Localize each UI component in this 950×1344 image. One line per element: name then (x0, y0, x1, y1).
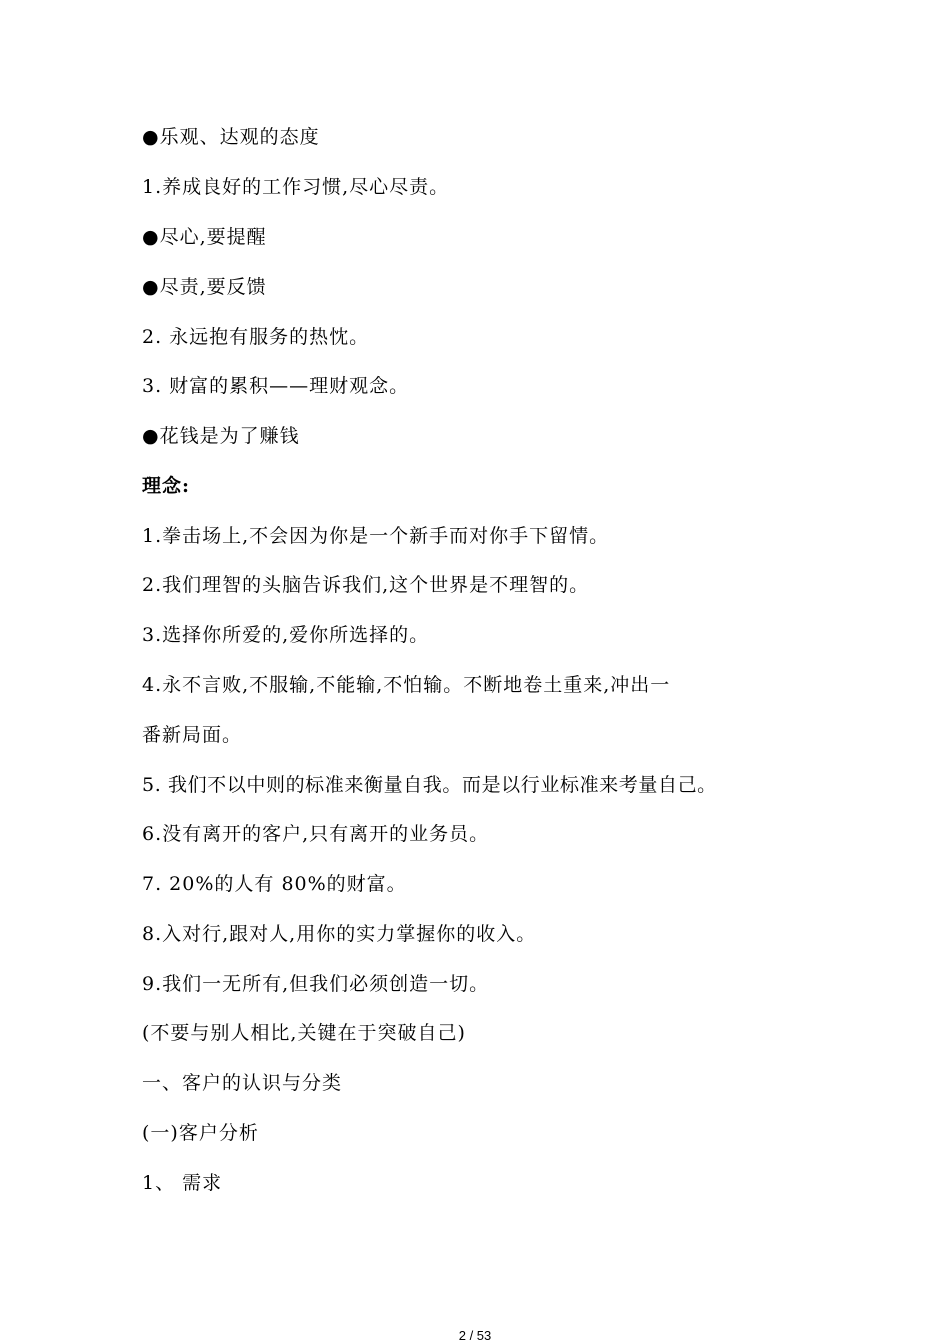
subsection-heading: (一)客户分析 (142, 1122, 259, 1144)
text-line: ●尽心,要提醒 (142, 226, 267, 248)
text-line: 2. 永远抱有服务的热忱。 (142, 326, 370, 348)
page-number: 2 / 53 (458, 1328, 492, 1343)
text-line: 1.拳击场上,不会因为你是一个新手而对你手下留情。 (142, 525, 610, 547)
text-line: 1、 需求 (142, 1172, 223, 1194)
section-heading: 理念: (142, 475, 191, 497)
text-line: 3. 财富的累积——理财观念。 (142, 375, 410, 397)
text-line: 6.没有离开的客户,只有离开的业务员。 (142, 823, 490, 845)
text-line: 7. 20%的人有 80%的财富。 (142, 873, 407, 895)
text-line: 9.我们一无所有,但我们必须创造一切。 (142, 973, 490, 995)
text-line: 1.养成良好的工作习惯,尽心尽责。 (142, 176, 450, 198)
text-line: 4.永不言败,不服输,不能输,不怕输。不断地卷土重来,冲出一 (142, 674, 671, 696)
text-line: ●花钱是为了赚钱 (142, 425, 300, 447)
text-line: ●乐观、达观的态度 (142, 126, 320, 148)
text-line: 5. 我们不以中则的标准来衡量自我。而是以行业标准来考量自己。 (142, 774, 717, 796)
text-line: (不要与别人相比,关键在于突破自己) (142, 1022, 466, 1044)
section-heading: 一、客户的认识与分类 (142, 1072, 343, 1094)
text-line: 3.选择你所爱的,爱你所选择的。 (142, 624, 430, 646)
text-line: 番新局面。 (142, 724, 243, 746)
text-line: ●尽责,要反馈 (142, 276, 267, 298)
text-line: 2.我们理智的头脑告诉我们,这个世界是不理智的。 (142, 574, 590, 596)
text-line: 8.入对行,跟对人,用你的实力掌握你的收入。 (142, 923, 537, 945)
